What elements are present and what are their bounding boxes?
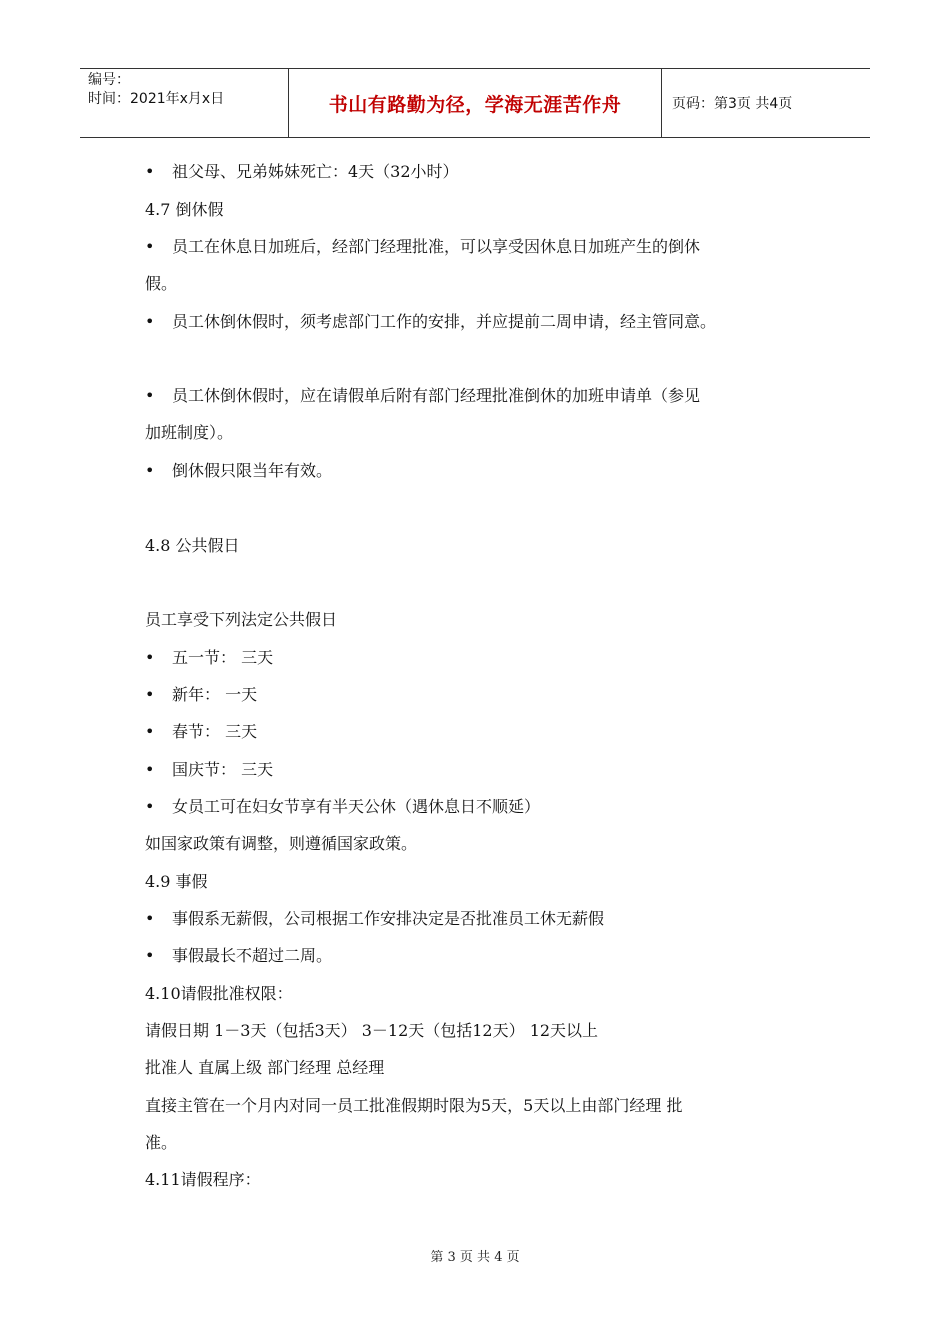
bullet: • [145,461,155,480]
section-heading-4-8: 4.8 公共假日 [145,536,240,555]
list-item: • 倒休假只限当年有效。 [145,461,333,480]
bullet: • [145,797,155,816]
list-item: • 祖父母、兄弟姊妹死亡：4天（32小时） [145,162,459,181]
list-item: • 事假最长不超过二周。 [145,946,333,965]
list-item: • 员工休倒休假时，须考虑部门工作的安排，并应提前二周申请，经主管同意。 [145,312,717,331]
list-item: • 员工休倒休假时，应在请假单后附有部门经理批准倒休的加班申请单（参见 [145,386,701,405]
page-code: 页码：第3页 共4页 [672,96,793,112]
page-header [80,68,870,138]
bullet: • [145,162,155,181]
bullet: • [145,946,155,965]
list-item: • 五一节： 三天 [145,648,274,667]
section-heading-4-9: 4.9 事假 [145,872,208,891]
bullet: • [145,237,155,256]
paragraph-continuation: 加班制度）。 [145,423,234,442]
section-heading-4-10: 4.10请假批准权限： [145,984,293,1003]
paragraph: 如国家政策有调整，则遵循国家政策。 [145,834,418,853]
paragraph: 直接主管在一个月内对同一员工批准假期时限为5天，5天以上由部门经理 批 [145,1096,683,1115]
section-heading-4-11: 4.11请假程序： [145,1170,261,1189]
list-item: • 国庆节： 三天 [145,760,274,779]
list-item: • 事假系无薪假，公司根据工作安排决定是否批准员工休无薪假 [145,909,605,928]
bullet: • [145,722,155,741]
list-item: • 春节： 三天 [145,722,258,741]
paragraph: 请假日期 1－3天（包括3天） 3－12天（包括12天） 12天以上 [145,1021,599,1040]
bullet: • [145,312,155,331]
paragraph: 员工享受下列法定公共假日 [145,610,338,629]
list-item: • 女员工可在妇女节享有半天公休（遇休息日不顺延） [145,797,541,816]
header-meta [80,69,289,137]
list-item: • 新年： 一天 [145,685,258,704]
bullet: • [145,648,155,667]
paragraph-continuation: 准。 [145,1133,178,1152]
header-motto: 书山有路勤为径，学海无涯苦作舟 [289,69,662,137]
page-footer: 第 3 页 共 4 页 [430,1250,520,1265]
bullet: • [145,685,155,704]
paragraph: 批准人 直属上级 部门经理 总经理 [145,1058,385,1077]
paragraph-continuation: 假。 [145,274,178,293]
section-heading-4-7: 4.7 倒休假 [145,200,224,219]
number-label: 编号： [88,72,130,88]
bullet: • [145,386,155,405]
bullet: • [145,909,155,928]
list-item: • 员工在休息日加班后，经部门经理批准，可以享受因休息日加班产生的倒休 [145,237,701,256]
time-label: 时间：2021年x月x日 [88,91,225,107]
bullet: • [145,760,155,779]
